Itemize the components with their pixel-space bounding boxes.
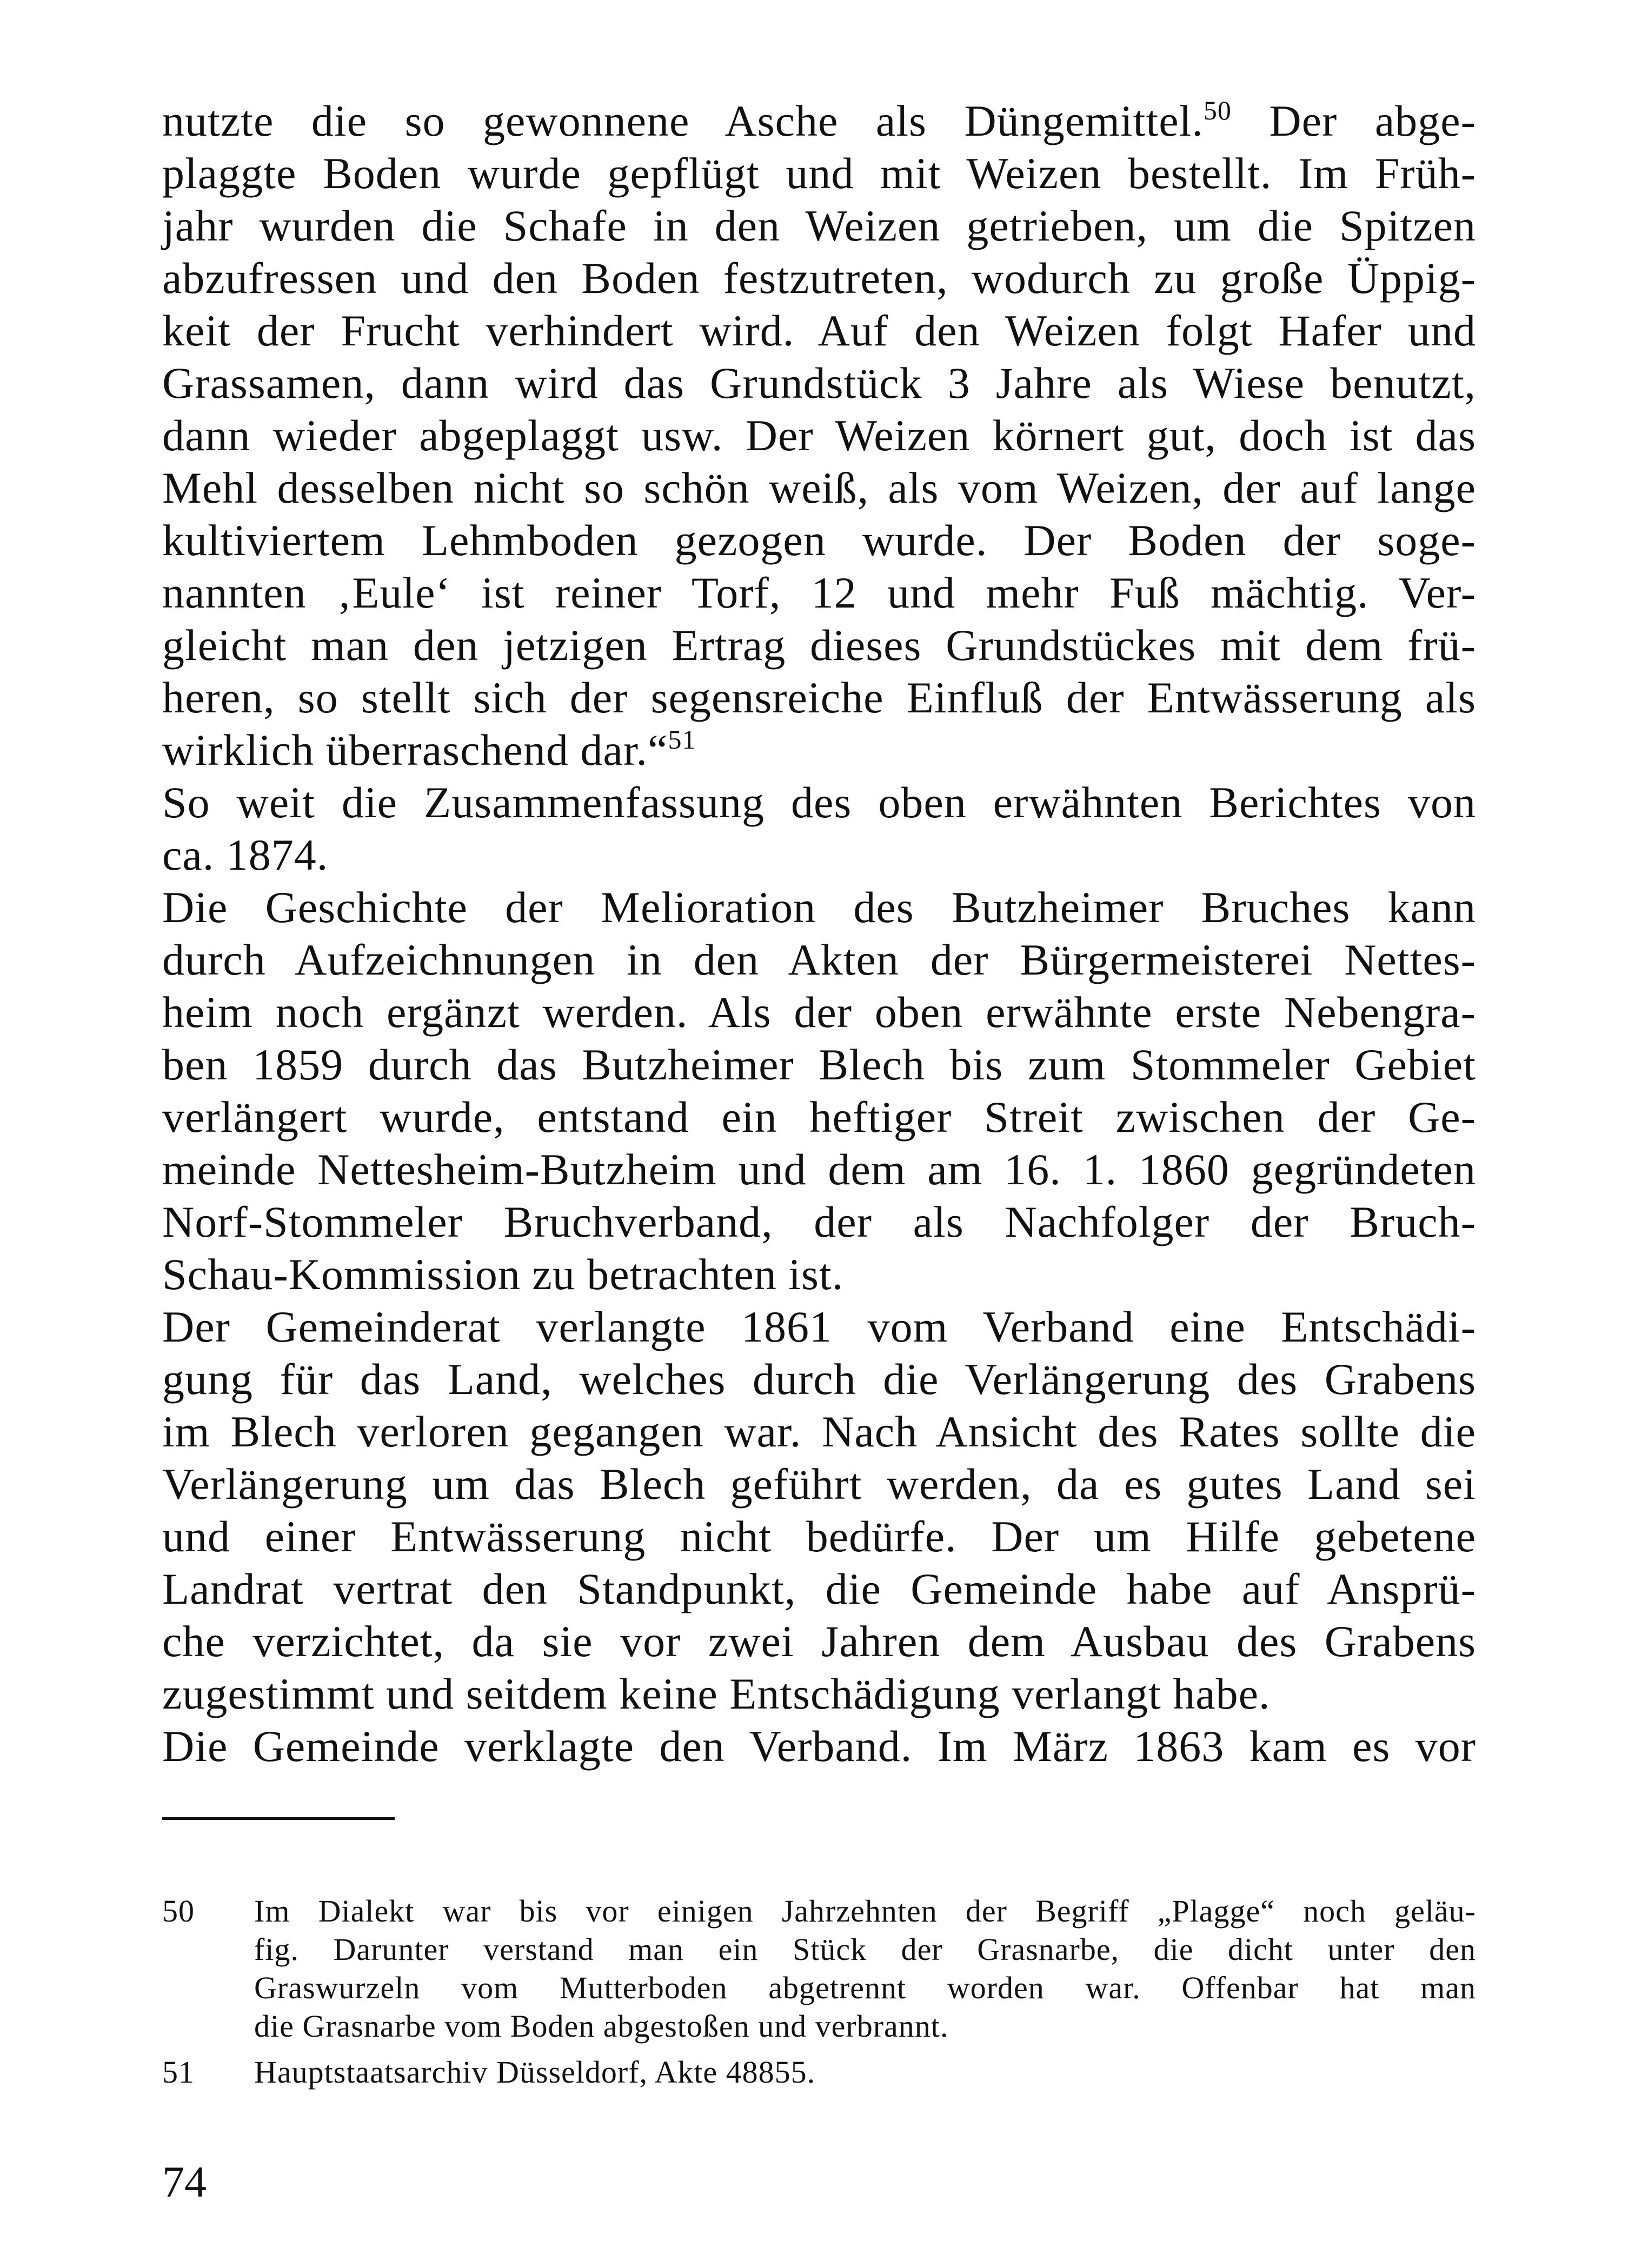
text-line: nannten ‚Eule‘ ist reiner Torf, 12 und mehr Fuß mächtig. Ver- [162, 568, 1476, 617]
text-line: Mehl desselben nicht so schön weiß, als vom Weizen, der auf lange [162, 463, 1476, 512]
text-line: Der Gemeinderat verlangte 1861 vom Verband eine Entschädi- [162, 1302, 1476, 1351]
footnote-number: 51 [162, 2054, 195, 2090]
text-line: ca. 1874. [162, 830, 329, 879]
footnote-text: Im Dialekt war bis vor einigen Jahrzehnten der Begriff „Plagge“ noch geläu- fig. Darunter verstand man ein Stück der Grasnarbe, die dicht unter den Graswurzeln vom Mutterboden abgetrennt worden war. Offenbar hat man die Grasnarbe vom Boden abgestoßen und verbrannt. [254, 1893, 1476, 2044]
text-line: Grassamen, dann wird das Grundstück 3 Jahre als Wiese benutzt, [162, 358, 1476, 408]
text-line: ben 1859 durch das Butzheimer Blech bis zum Stommeler Gebiet [162, 1040, 1476, 1089]
text-line: jahr wurden die Schafe in den Weizen getrieben, um die Spitzen [162, 201, 1476, 250]
text-line: plaggte Boden wurde gepflügt und mit Weizen bestellt. Im Früh- [162, 149, 1476, 198]
text-line: dann wieder abgeplaggt usw. Der Weizen körnert gut, doch ist das [162, 411, 1476, 460]
text-line: nutzte die so gewonnene Asche als Düngemittel.$^{50}$ Der abge- [162, 95, 1476, 145]
text-line: heren, so stellt sich der segensreiche Einfluß der Entwässerung als [162, 673, 1476, 722]
footnote-50 [162, 1892, 1476, 2045]
text-line: im Blech verloren gegangen war. Nach Ansicht des Rates sollte die [162, 1407, 1476, 1456]
text-line: durch Aufzeichnungen in den Akten der Bürgermeisterei Nettes- [162, 935, 1476, 984]
footnotes [162, 1892, 1476, 2099]
text-line: wirklich überraschend dar.“$^{51}$ [162, 724, 696, 775]
text-line: verlängert wurde, entstand ein heftiger Streit zwischen der Ge- [162, 1092, 1476, 1142]
text-line: meinde Nettesheim-Butzheim und dem am 16. 1. 1860 gegründeten [162, 1145, 1476, 1194]
body-text [162, 95, 1476, 1772]
text-line: Schau-Kommission zu betrachten ist. [162, 1250, 844, 1299]
text-line: Die Geschichte der Melioration des Butzheimer Bruches kann [162, 883, 1476, 932]
footnote-number: 50 [162, 1893, 195, 1929]
text-line: Verlängerung um das Blech geführt werden, da es gutes Land sei [162, 1459, 1476, 1509]
text-line: So weit die Zusammenfassung des oben erwähnten Berichtes von [162, 778, 1476, 827]
text-line: und einer Entwässerung nicht bedürfe. Der um Hilfe gebetene [162, 1512, 1476, 1561]
footnote-separator [162, 1817, 395, 1820]
text-line: Die Gemeinde verklagte den Verband. Im März 1863 kam es vor [162, 1722, 1476, 1771]
footnote-text: Hauptstaatsarchiv Düsseldorf, Akte 48855. [254, 2054, 816, 2090]
footnote-ref[interactable]: 51 [668, 724, 696, 755]
paragraph [162, 776, 1476, 881]
text-line: gung für das Land, welches durch die Verlängerung des Grabens [162, 1355, 1476, 1404]
text-line: Landrat vertrat den Standpunkt, die Gemeinde habe auf Ansprü- [162, 1564, 1476, 1613]
paragraph [162, 1300, 1476, 1720]
footnote-51 [162, 2053, 1476, 2091]
text-line: zugestimmt und seitdem keine Entschädigung verlangt habe. [162, 1669, 1271, 1718]
paragraph [162, 95, 1476, 776]
text-line: keit der Frucht verhindert wird. Auf den Weizen folgt Hafer und [162, 306, 1476, 355]
page-number: 74 [162, 2157, 207, 2206]
text-line: heim noch ergänzt werden. Als der oben erwähnte erste Nebengra- [162, 988, 1476, 1037]
text-line: kultiviertem Lehmboden gezogen wurde. Der Boden der soge- [162, 516, 1476, 565]
paragraph [162, 1720, 1476, 1772]
text-line: Norf-Stommeler Bruchverband, der als Nachfolger der Bruch- [162, 1197, 1476, 1246]
text-line: che verzichtet, da sie vor zwei Jahren dem Ausbau des Grabens [162, 1617, 1476, 1666]
text-line: abzufressen und den Boden festzutreten, wodurch zu große Üppig- [162, 254, 1476, 303]
text-line: gleicht man den jetzigen Ertrag dieses Grundstückes mit dem frü- [162, 621, 1476, 670]
paragraph [162, 881, 1476, 1300]
footnote-ref[interactable]: 50 [1203, 95, 1232, 125]
